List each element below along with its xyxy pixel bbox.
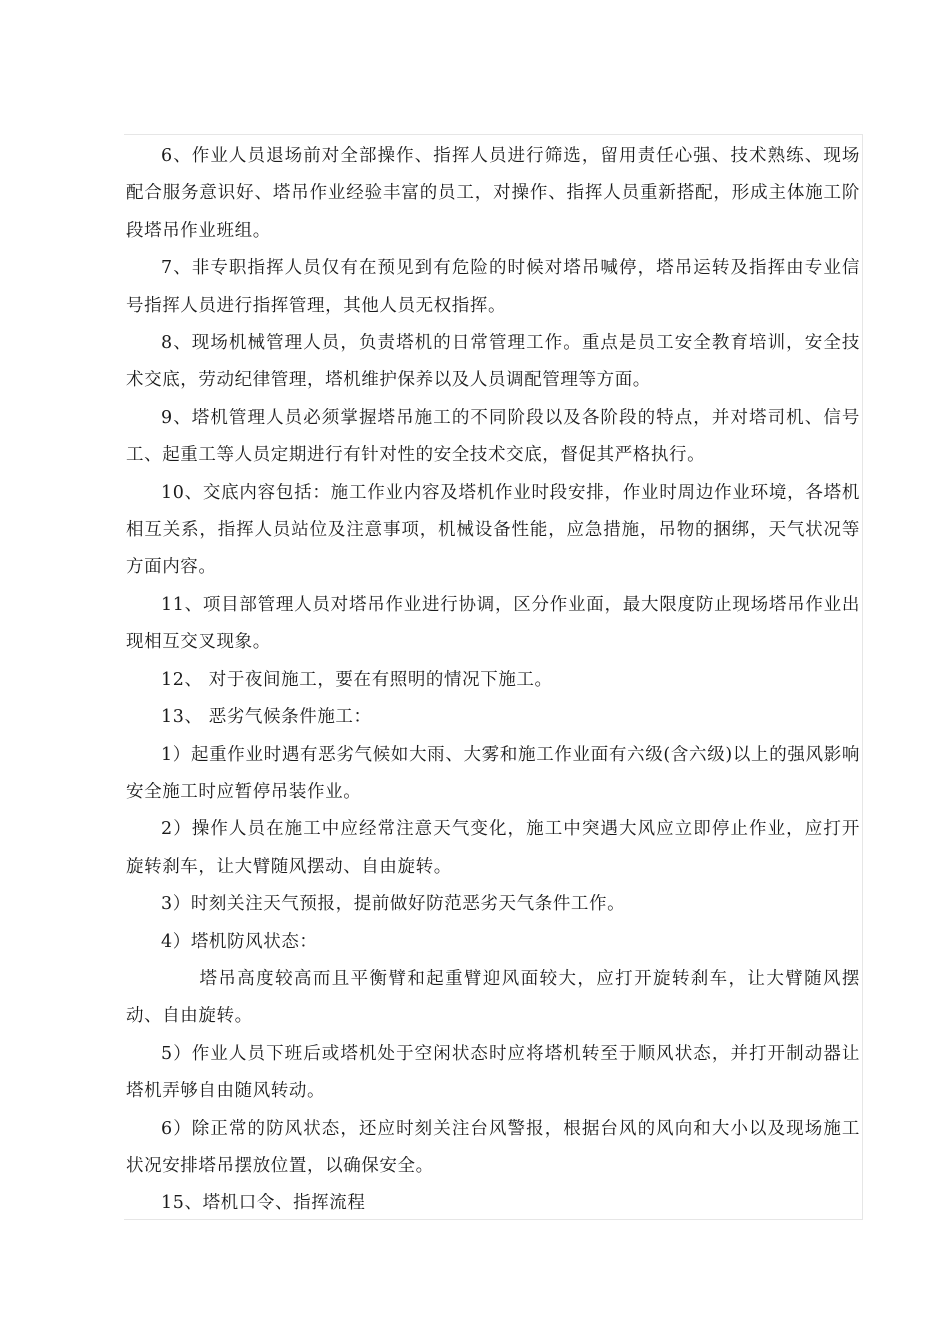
paragraph-10: 10、交底内容包括：施工作业内容及塔机作业时段安排，作业时周边作业环境，各塔机相互关系，指挥人员站位及注意事项，机械设备性能，应急措施，吊物的捆绑，天气状况等方面内容。 xyxy=(126,482,860,578)
paragraph-13: 13、 恶劣气候条件施工： xyxy=(161,707,372,728)
paragraph-7: 7、非专职指挥人员仅有在预见到有危险的时候对塔吊喊停，塔吊运转及指挥由专业信号指挥人员进行指挥管理，其他人员无权指挥。 xyxy=(126,258,860,316)
paragraph-13-3: 3）时刻关注天气预报，提前做好防范恶劣天气条件工作。 xyxy=(161,894,626,915)
paragraph-13-5: 5）作业人员下班后或塔机处于空闲状态时应将塔机转至于顺风状态，并打开制动器让塔机弄够自由随风转动。 xyxy=(126,1043,860,1102)
paragraph-8: 8、现场机械管理人员，负责塔机的日常管理工作。重点是员工安全教育培训，安全技术交底，劳动纪律管理，塔机维护保养以及人员调配管理等方面。 xyxy=(126,333,860,391)
paragraph-15: 15、塔机口令、指挥流程 xyxy=(161,1193,366,1214)
paragraph-13-4a: 塔吊高度较高而且平衡臂和起重臂迎风面较大，应打开旋转刹车，让大臂随风摆动、自由旋转。 xyxy=(126,968,860,1027)
paragraph-12: 12、 对于夜间施工，要在有照明的情况下施工。 xyxy=(161,669,553,690)
paragraph-13-6: 6）除正常的防风状态，还应时刻关注台风警报，根据台风的风向和大小以及现场施工状况安排塔吊摆放位置，以确保安全。 xyxy=(126,1118,860,1176)
paragraph-6: 6、作业人员退场前对全部操作、指挥人员进行筛选，留用责任心强、技术熟练、现场配合服务意识好、塔吊作业经验丰富的员工，对操作、指挥人员重新搭配，形成主体施工阶段塔吊作业班组。 xyxy=(126,146,860,241)
paragraph-11: 11、项目部管理人员对塔吊作业进行协调，区分作业面，最大限度防止现场塔吊作业出现相互交叉现象。 xyxy=(126,594,860,653)
document-body xyxy=(126,138,860,1223)
paragraph-9: 9、塔机管理人员必须掌握塔吊施工的不同阶段以及各阶段的特点，并对塔司机、信号工、起重工等人员定期进行有针对性的安全技术交底，督促其严格执行。 xyxy=(126,407,860,466)
paragraph-13-2: 2）操作人员在施工中应经常注意天气变化，施工中突遇大风应立即停止作业，应打开旋转刹车，让大臂随风摆动、自由旋转。 xyxy=(126,819,860,877)
paragraph-13-1: 1）起重作业时遇有恶劣气候如大雨、大雾和施工作业面有六级(含六级)以上的强风影响安全施工时应暂停吊装作业。 xyxy=(126,744,860,802)
paragraph-13-4: 4）塔机防风状态： xyxy=(161,931,318,952)
